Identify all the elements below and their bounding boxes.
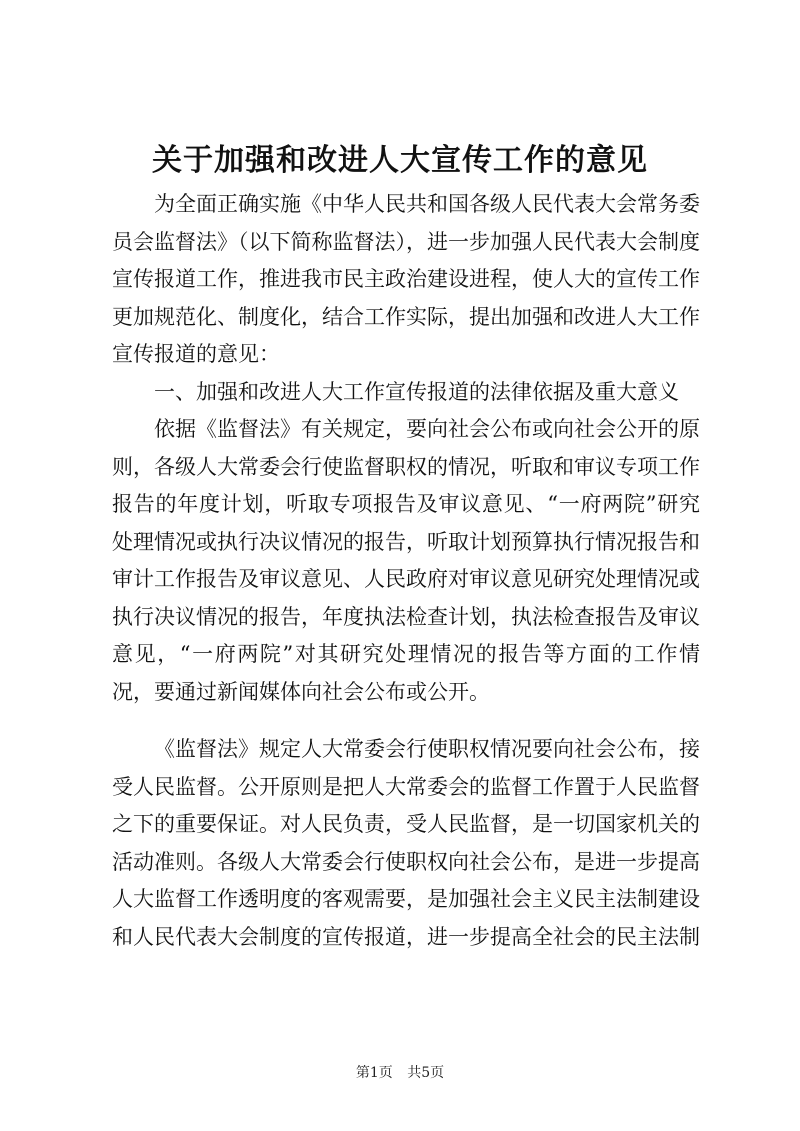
page-number-total: 共5页 xyxy=(407,1065,445,1081)
section-heading: 一、加强和改进人大工作宣传报道的法律依据及重大意义 xyxy=(154,379,679,404)
document-title: 关于加强和改进人大宣传工作的意见 xyxy=(152,143,648,178)
intro-paragraph: 为全面正确实施《中华人民共和国各级人民代表大会常务委员会监督法》（以下简称监督法），进一步加强人民代表大会制度宣传报道工作，推进我市民主政治建设进程，使人大的宣传工作更加规范化、制度化，结合工作实际，提出加强和改进人大工作宣传报道的意见： xyxy=(112,192,700,366)
page-number-current: 第1页 xyxy=(355,1065,393,1081)
document-body xyxy=(112,186,700,956)
body-paragraph-legal-basis: 依据《监督法》有关规定，要向社会公布或向社会公开的原则，各级人大常委会行使监督职权的情况，听取和审议专项工作报告的年度计划，听取专项报告及审议意见、“一府两院”研究处理情况或执行决议情况的报告，听取计划预算执行情况报告和审计工作报告及审议意见、人民政府对审议意见研究处理情况或执行决议情况的报告，年度执法检查计划，执法检查报告及审议意见，“一府两院”对其研究处理情况的报告等方面的工作情况，要通过新闻媒体向社会公布或公开。 xyxy=(112,417,700,704)
page-footer xyxy=(0,1063,800,1083)
body-paragraph-significance: 《监督法》规定人大常委会行使职权情况要向社会公布，接受人民监督。公开原则是把人大常委会的监督工作置于人民监督之下的重要保证。对人民负责，受人民监督，是一切国家机关的活动准则。各级人大常委会行使职权向社会公布，是进一步提高人大监督工作透明度的客观需要，是加强社会主义民主法制建设和人民代表大会制度的宣传报道，进一步提高全社会的民主法制 xyxy=(112,737,700,949)
